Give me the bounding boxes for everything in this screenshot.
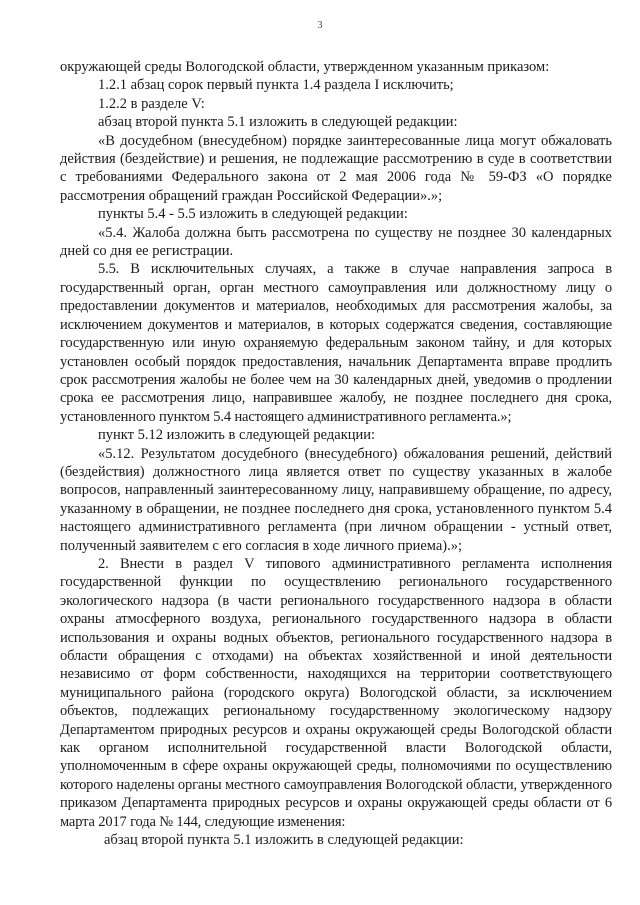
paragraph-5-1-heading: абзац второй пункта 5.1 изложить в следующей редакции:	[98, 114, 458, 131]
page-number: 3	[317, 20, 323, 31]
paragraph-item-2: 2. Внести в раздел V типового административного регламента исполнения государственной функции по осуществлению регионального государственного экологического надзора (в части регионального государственного надзора в области охраны атмосферного воздуха, регионального государственного надзора в области использования и охраны водных объектов, регионального государственного надзора в области обращения с отходами) на объектах хозяйственной и иной деятельности независимо от форм собственности, находящихся на территории соответствующего муниципального района (городского округа) Вологодской области, за исключением объектов, подлежащих региональному государственному экологическому надзору Департаментом природных ресурсов и охраны окружающей среды Вологодской области как органом исполнительной государственной власти Вологодской области, уполномоченным в сфере охраны окружающей среды, полномочиями по осуществлению которого наделены органы местного самоуправления Вологодской области, утвержденного приказом Департамента природных ресурсов и охраны окружающей среды области от 6 марта 2017 года № 144, следующие изменения:	[60, 555, 612, 830]
document-body	[60, 58, 612, 849]
paragraph-5-1-text: «В досудебном (внесудебном) порядке заинтересованные лица могут обжаловать действия (бездействие) и решения, не подлежащие рассмотрению в суде в соответствии с требованиями Федерального закона от 2 мая 2006 года № 59-ФЗ «О порядке рассмотрения обращений граждан Российской Федерации».»;	[60, 132, 612, 204]
paragraph-final: абзац второй пункта 5.1 изложить в следующей редакции:	[104, 832, 464, 849]
paragraph-intro: окружающей среды Вологодской области, утвержденном указанным приказом:	[60, 59, 550, 75]
paragraph-5-4-5-5-heading: пункты 5.4 - 5.5 изложить в следующей редакции:	[98, 206, 408, 223]
paragraph-5-12-heading: пункт 5.12 изложить в следующей редакции:	[98, 427, 376, 444]
paragraph-1-2-1: 1.2.1 абзац сорок первый пункта 1.4 раздела I исключить;	[98, 77, 454, 94]
paragraph-5-4-text: «5.4. Жалоба должна быть рассмотрена по существу не позднее 30 календарных дней со дня ее регистрации.	[60, 224, 612, 260]
paragraph-1-2-2: 1.2.2 в разделе V:	[98, 95, 205, 112]
paragraph-5-12-text: «5.12. Результатом досудебного (внесудебного) обжалования решений, действий (бездействия) должностного лица является ответ по существу указанных в жалобе вопросов, направленный заинтересованному лицу, направившему обращение, по адресу, указанному в обращении, не позднее последнего дня срока, установленного пунктом 5.4 настоящего административного регламента (при личном обращении - устный ответ, полученный заявителем с его согласия в ходе личного приема).»;	[60, 445, 612, 554]
paragraph-5-5-text: 5.5. В исключительных случаях, а также в случае направления запроса в государственный орган, орган местного самоуправления или должностному лицу о предоставлении документов и материалов, необходимых для рассмотрения жалобы, за исключением документов и материалов, в которых содержатся сведения, составляющие государственную или иную охраняемую федеральным законом тайну, и для которых установлен особый порядок предоставления, начальник Департамента вправе продлить срок рассмотрения жалобы не более чем на 30 календарных дней, уведомив о продлении срока ее рассмотрения лицо, направившее жалобу, не позднее последнего дня срока, установленного пунктом 5.4 настоящего административного регламента.»;	[60, 261, 612, 425]
